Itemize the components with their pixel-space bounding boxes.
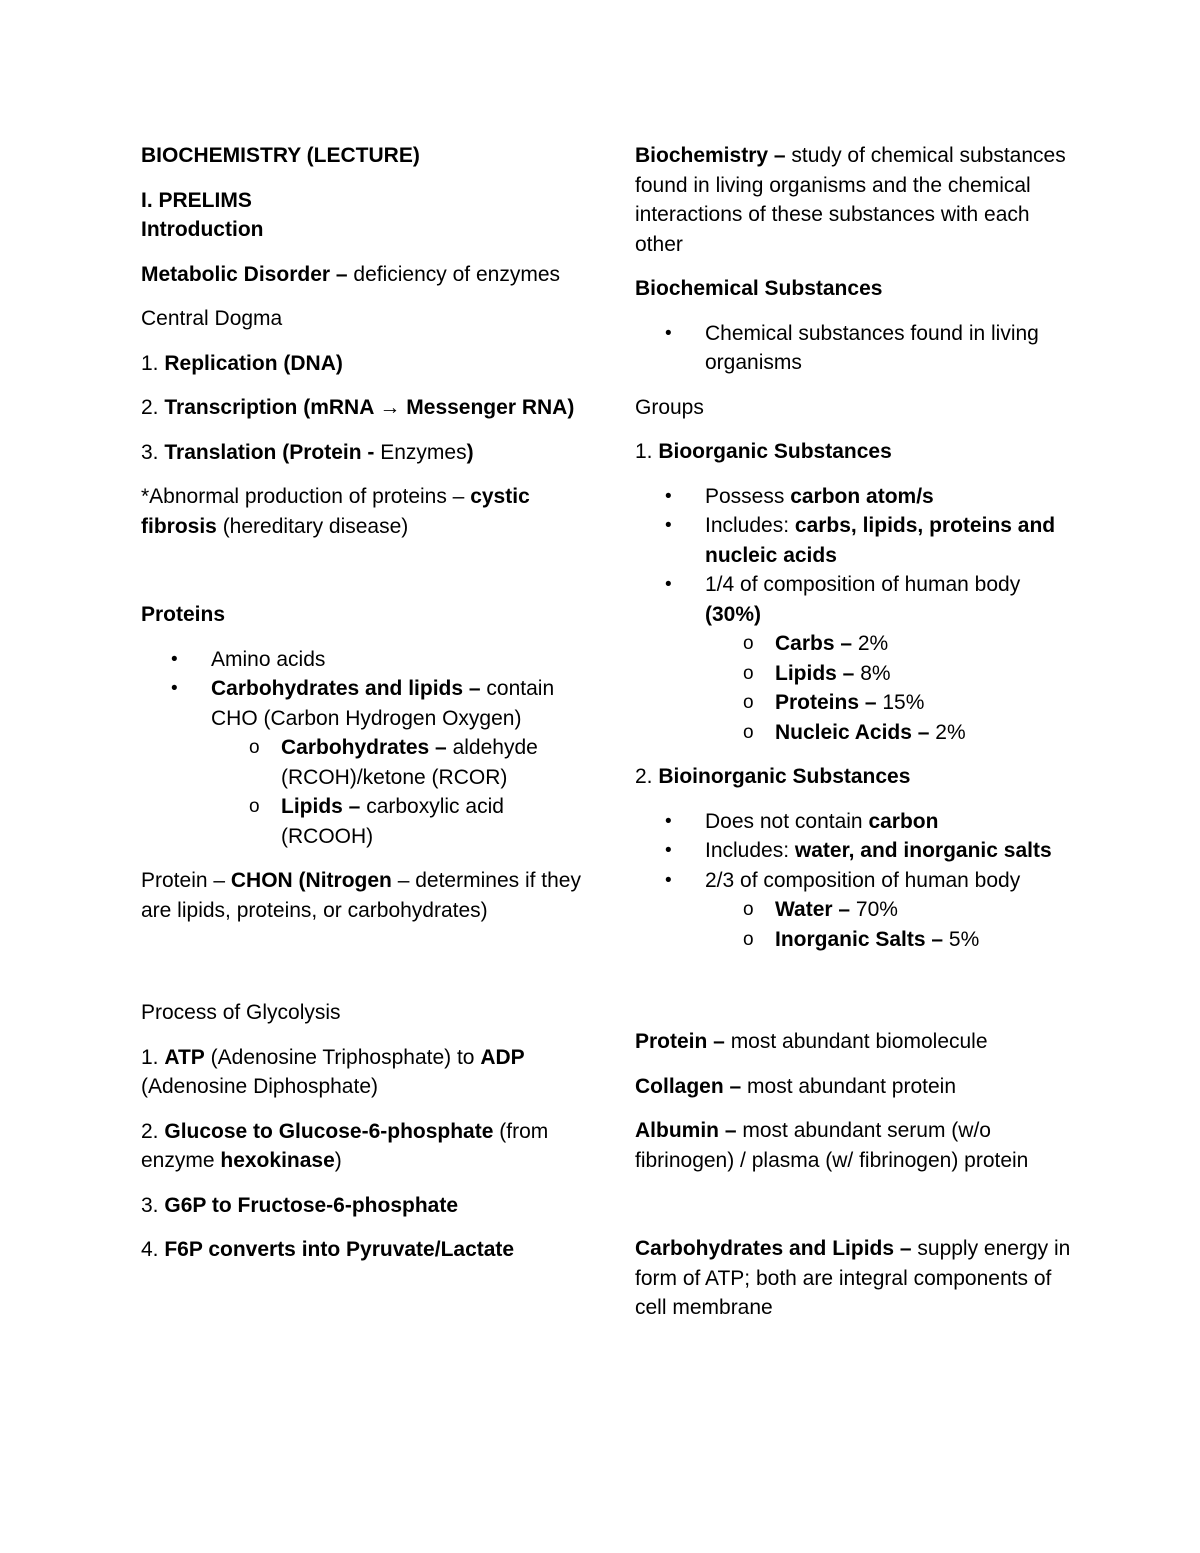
protein-definition: Protein – most abundant biomolecule (635, 1030, 988, 1053)
list-item: • Possess carbon atom/s (635, 482, 1075, 512)
metabolic-disorder-definition: Metabolic Disorder – deficiency of enzymes (141, 262, 560, 286)
biochemistry-definition: Biochemistry – study of chemical substances found in living organisms and the chemical interactions of these substances with each other (635, 144, 1066, 256)
carbs-lipids-definition: Carbohydrates and Lipids – supply energy in form of ATP; both are integral components of cell membrane (635, 1237, 1071, 1319)
chon-definition: Protein – CHON (Nitrogen – determines if they are lipids, proteins, or carbohydrates) (141, 869, 581, 922)
list-item: • Includes: carbs, lipids, proteins and nucleic acids (635, 511, 1075, 570)
carbs-lipids-sublist (211, 733, 581, 851)
list-item: o Inorganic Salts – 5% (705, 925, 1075, 955)
list-item: • Does not contain carbon (635, 807, 1075, 837)
section-heading: I. PRELIMS (141, 188, 252, 212)
glycolysis-step-2: 2. Glucose to Glucose-6-phosphate (from enzyme hexokinase) (141, 1119, 549, 1172)
collagen-definition: Collagen – most abundant protein (635, 1074, 957, 1098)
list-item: • Carbohydrates and lipids – contain CHO (Carbon Hydrogen Oxygen) o Carbohydrates – aldehyde (RCOH)/ketone (RCOR) o Lipids – carboxylic acid (RCOOH) (141, 674, 581, 851)
glycolysis-step-3: 3. G6P to Fructose-6-phosphate (141, 1193, 459, 1217)
list-item: o Lipids – 8% (705, 659, 1075, 689)
document-title: BIOCHEMISTRY (LECTURE) (141, 144, 420, 167)
list-item: • Chemical substances found in living organisms (635, 319, 1075, 378)
central-dogma-label: Central Dogma (141, 307, 283, 330)
biochemical-substances-heading: Biochemical Substances (635, 277, 883, 300)
bioorganic-bullet-list (635, 482, 1075, 748)
list-item: o Water – 70% (705, 895, 1075, 925)
abnormal-production-note: *Abnormal production of proteins – cystic fibrosis (hereditary disease) (141, 485, 530, 538)
substances-bullet-list (635, 319, 1075, 378)
list-item: • Amino acids (141, 645, 581, 675)
list-item: • Includes: water, and inorganic salts (635, 836, 1075, 866)
groups-label: Groups (635, 395, 704, 419)
glycolysis-heading: Process of Glycolysis (141, 1001, 341, 1024)
dogma-item-replication: 1. Replication (DNA) (141, 351, 343, 375)
left-column (141, 141, 581, 1280)
bioinorganic-bullet-list (635, 807, 1075, 955)
list-item: o Lipids – carboxylic acid (RCOOH) (211, 792, 581, 851)
proteins-bullet-list (141, 645, 581, 852)
list-item: o Proteins – 15% (705, 688, 1075, 718)
proteins-heading: Proteins (141, 603, 226, 626)
bioinorganic-composition-sublist (705, 895, 1075, 954)
list-item: • 2/3 of composition of human body o Water – 70% o Inorganic Salts – 5% (635, 866, 1075, 955)
right-column (635, 141, 1075, 1338)
list-item: o Carbohydrates – aldehyde (RCOH)/ketone (RCOR) (211, 733, 581, 792)
dogma-item-translation: 3. Translation (Protein - Enzymes) (141, 440, 474, 464)
subsection-heading: Introduction (141, 218, 264, 241)
glycolysis-step-1: 1. ATP (Adenosine Triphosphate) to ADP (Adenosine Diphosphate) (141, 1045, 525, 1098)
list-item: o Carbs – 2% (705, 629, 1075, 659)
bioorganic-composition-sublist (705, 629, 1075, 747)
bioorganic-heading: 1. Bioorganic Substances (635, 440, 892, 463)
bioinorganic-heading: 2. Bioinorganic Substances (635, 765, 911, 788)
dogma-item-transcription: 2. Transcription (mRNA → Messenger RNA) (141, 396, 575, 419)
albumin-definition: Albumin – most abundant serum (w/o fibrinogen) / plasma (w/ fibrinogen) protein (635, 1119, 1029, 1172)
list-item: • 1/4 of composition of human body (30%) o Carbs – 2% o Lipids – 8% o Proteins – 15% o Nucleic Acids – 2% (635, 570, 1075, 747)
glycolysis-step-4: 4. F6P converts into Pyruvate/Lactate (141, 1238, 515, 1261)
list-item: o Nucleic Acids – 2% (705, 718, 1075, 748)
